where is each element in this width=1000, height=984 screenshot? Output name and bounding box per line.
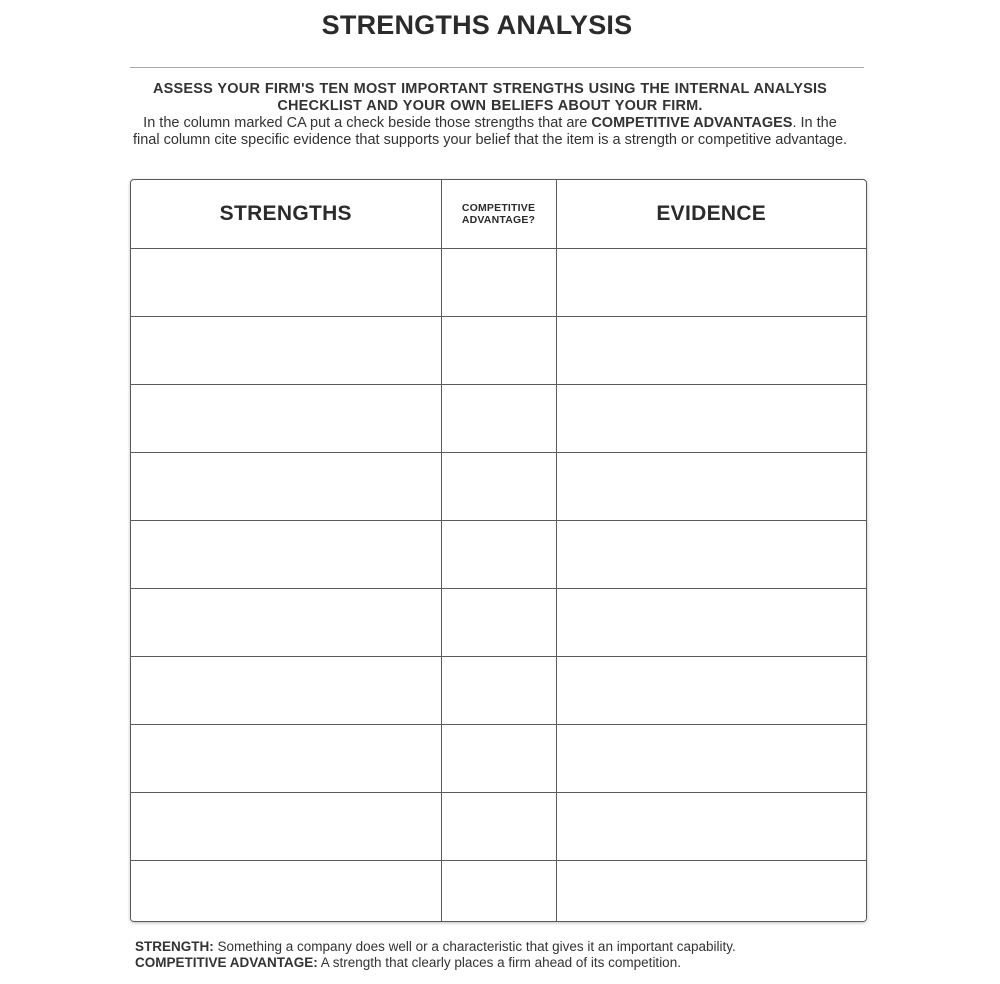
table-row [131,317,866,385]
competitive-advantage-cell[interactable] [441,521,556,589]
competitive-advantage-header-line2: ADVANTAGE? [461,214,536,226]
strength-cell[interactable] [131,249,441,317]
evidence-cell[interactable] [556,861,866,923]
strength-cell[interactable] [131,317,441,385]
table-row [131,589,866,657]
table-header-row [131,180,866,249]
table-row [131,521,866,589]
evidence-cell[interactable] [556,317,866,385]
strength-cell[interactable] [131,657,441,725]
evidence-cell[interactable] [556,793,866,861]
strengths-table [131,180,866,922]
page-title: STRENGTHS ANALYSIS [321,10,633,40]
table-row [131,861,866,923]
instructions-body-start: In the column marked CA put a check beside those strengths that are [143,115,588,131]
strength-cell[interactable] [131,589,441,657]
table-row [131,249,866,317]
competitive-advantage-cell[interactable] [441,589,556,657]
strength-cell[interactable] [131,385,441,453]
competitive-advantage-cell[interactable] [441,725,556,793]
table-row [131,657,866,725]
definition-strength [135,939,895,955]
definition-competitive-advantage [135,955,895,971]
evidence-cell[interactable] [556,725,866,793]
evidence-cell[interactable] [556,385,866,453]
definition-term: COMPETITIVE ADVANTAGE: [135,954,318,970]
instructions-body-emphasis: COMPETITIVE ADVANTAGES [591,115,793,131]
competitive-advantage-cell[interactable] [441,657,556,725]
instructions-lead: ASSESS YOUR FIRM'S TEN MOST IMPORTANT STRENGTHS USING THE INTERNAL ANALYSIS CHECKLIST AND YOUR OWN BELIEFS ABOUT YOUR FIRM. [152,81,828,114]
title-divider [130,67,864,68]
competitive-advantage-cell[interactable] [441,453,556,521]
evidence-cell[interactable] [556,657,866,725]
competitive-advantage-cell[interactable] [441,793,556,861]
competitive-advantage-cell[interactable] [441,861,556,923]
instructions-body [130,115,850,149]
definition-text: A strength that clearly places a firm ahead of its competition. [317,954,681,970]
evidence-cell[interactable] [556,589,866,657]
strengths-worksheet [130,179,867,922]
definitions [135,939,895,970]
strength-cell[interactable] [131,521,441,589]
definition-text: Something a company does well or a characteristic that gives it an important capability. [213,939,736,954]
strength-cell[interactable] [131,861,441,923]
strength-cell[interactable] [131,725,441,793]
definition-term: STRENGTH: [135,939,214,954]
evidence-column-header: EVIDENCE [556,180,866,249]
evidence-cell[interactable] [556,453,866,521]
table-row [131,453,866,521]
table-row [131,793,866,861]
strength-cell[interactable] [131,453,441,521]
instructions [130,81,850,149]
evidence-cell[interactable] [556,521,866,589]
competitive-advantage-cell[interactable] [441,317,556,385]
instructions-body-end: . In the final column cite specific evidence that supports your belief that the item is a strength or competitive advantage. [132,115,848,148]
table-row [131,725,866,793]
table-row [131,385,866,453]
competitive-advantage-header-line1: COMPETITIVE [461,202,536,214]
strength-cell[interactable] [131,793,441,861]
competitive-advantage-cell[interactable] [441,385,556,453]
competitive-advantage-column-header [441,180,556,249]
strengths-column-header: STRENGTHS [131,180,441,249]
competitive-advantage-cell[interactable] [441,249,556,317]
evidence-cell[interactable] [556,249,866,317]
